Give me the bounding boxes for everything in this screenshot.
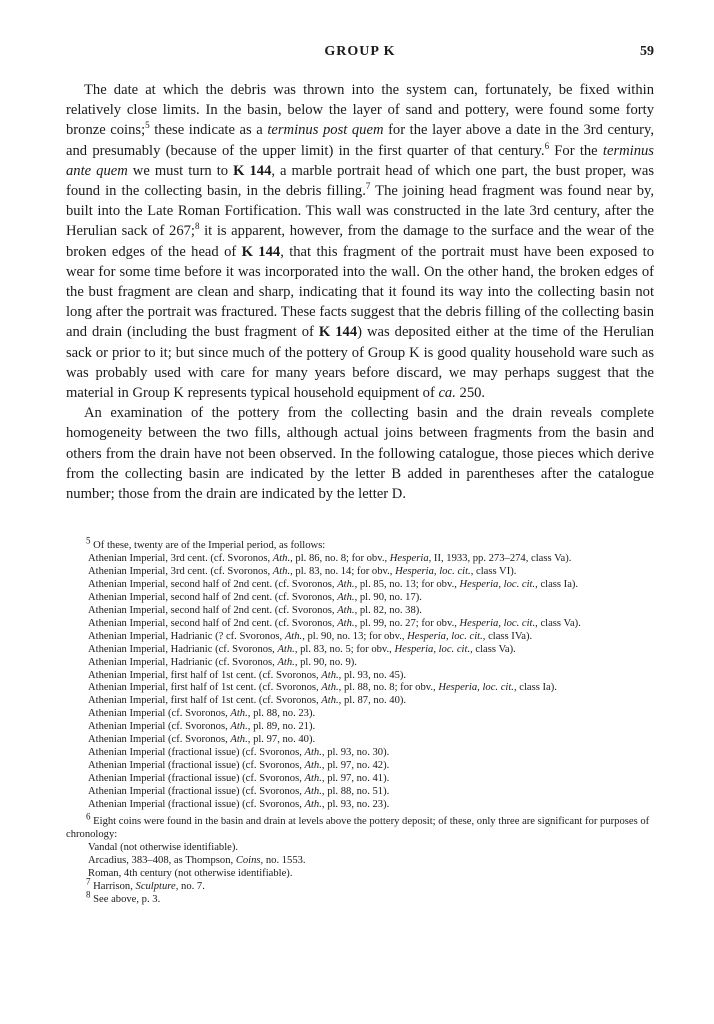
text-run: , that this fragment of the portrait must have been exposed to wear for some time before it was incorporated into the wall. On the other hand, the broken edges of the bust fragment are clean and sharp, indicating that it found its way into the collecting basin not long after the portrait was fractured. These facts suggest that the debris filling of the collecting basin and drain (including the bust fragment of [66, 243, 655, 341]
coin-entry [66, 721, 654, 734]
italic-title: Ath. [284, 630, 303, 642]
text-run: , pl. 88, no. 23). [247, 708, 316, 720]
text-run: Athenian Imperial, 3rd cent. (cf. Svoronos, [88, 565, 273, 577]
coin-entry [66, 605, 654, 618]
text-run: , pl. 88, no. 51). [321, 786, 390, 798]
italic-term: terminus ante quem [66, 142, 654, 179]
italic-title: Hesperia, loc. cit. [395, 565, 471, 577]
italic-title: Ath. [337, 591, 355, 603]
text-run: ) was deposited either at the time of the Herulian sack or prior to it; but since much of the pottery of Group K is good quality household ware such as was probably used with care for many years before discard, we may perhaps suggest that the material in Group K represents typical household equipment of [66, 324, 655, 402]
text-run: , no. 1553. [260, 854, 306, 866]
text-run: Athenian Imperial, Hadrianic (? cf. Svoronos, [88, 630, 285, 642]
text-run: , pl. 90, no. 13; for obv., [302, 630, 408, 642]
coin-entry [66, 695, 654, 708]
text-run: it is apparent, however, from the damage to the surface and the wear of the broken edges of the head of [66, 223, 654, 260]
coin-entry-vandal: Vandal (not otherwise identifiable). [88, 841, 239, 853]
coin-entry [66, 553, 654, 566]
catalogue-ref: K 144 [233, 162, 272, 179]
coin-entry [66, 618, 654, 631]
footnote-text: Eight coins were found in the basin and drain at levels above the pottery deposit; of these, only three are significant for purposes of chronology: [66, 816, 650, 840]
text-run: , pl. 93, no. 45). [338, 669, 407, 681]
text-run: , pl. 97, no. 41). [321, 773, 390, 785]
italic-title: Hesperia, loc. cit. [459, 578, 536, 590]
text-run: , pl. 90, no. 17). [354, 591, 422, 603]
text-run: 250. [455, 385, 486, 402]
text-run: , pl. 90, no. 9). [294, 656, 357, 668]
footnote-6 [66, 811, 654, 842]
text-run: , pl. 89, no. 21). [247, 721, 316, 733]
italic-title: Hesperia, loc. cit. [438, 682, 514, 694]
italic-title: Coins [235, 854, 261, 866]
text-run: Athenian Imperial, 3rd cent. (cf. Svoronos, [88, 552, 273, 564]
footnote-5 [66, 535, 654, 553]
text-run: Athenian Imperial (fractional issue) (cf. Svoronos, [88, 760, 305, 772]
text-run: Athenian Imperial, first half of 1st cent. (cf. Svoronos, [88, 682, 322, 694]
coin-list [66, 553, 654, 812]
text-run: Athenian Imperial (cf. Svoronos, [88, 721, 231, 733]
text-run: , class VI). [470, 565, 517, 577]
text-run: , pl. 97, no. 42). [321, 760, 390, 772]
footnote-text: Of these, twenty are of the Imperial period, as follows: [90, 540, 326, 551]
coin-entry-roman: Roman, 4th century (not otherwise identifiable). [88, 867, 293, 879]
coin-entry [66, 747, 654, 760]
italic-title: Ath. [277, 643, 295, 655]
italic-title: Ath. [321, 695, 339, 707]
text-run: Athenian Imperial (fractional issue) (cf. Svoronos, [88, 747, 305, 759]
italic-term: terminus post quem [267, 122, 384, 139]
italic-title: Ath. [230, 734, 248, 746]
italic-title: Ath. [337, 578, 355, 590]
paragraph-2: An examination of the pottery from the collecting basin and the drain reveals complete homogeneity between the two fills, although actual joins between fragments from the basin and others from the drain have not been observed. In the following catalogue, those pieces which derive from the collecting basin are indicated by the letter B added in parentheses after the catalogue number; those from the drain are indicated by the letter D. [66, 405, 654, 503]
text-run: Athenian Imperial (fractional issue) (cf. Svoronos, [88, 773, 305, 785]
italic-title: Hesperia, loc. cit. [394, 643, 471, 655]
text-run: Athenian Imperial (fractional issue) (cf. Svoronos, [88, 799, 305, 811]
coin-entry [66, 670, 654, 683]
text-run: , class Va). [470, 643, 516, 655]
text-run: For the [549, 142, 603, 159]
text-run: , class Ia). [535, 578, 579, 590]
footnote-ref-7: 7 [365, 181, 371, 192]
text-run: Athenian Imperial, second half of 2nd cent. (cf. Svoronos, [88, 604, 338, 616]
text-run: , II, 1933, pp. 273–274, class Va). [428, 552, 572, 564]
text-run: , pl. 86, no. 8; for obv., [290, 552, 390, 564]
catalogue-ref: K 144 [241, 243, 281, 260]
text-run: Athenian Imperial, second half of 2nd cent. (cf. Svoronos, [88, 617, 338, 629]
footnotes [66, 535, 654, 907]
text-run: , no. 7. [175, 880, 205, 892]
coin-entry [66, 799, 654, 812]
italic-term: ca. [438, 385, 456, 402]
text-run: The date at which the debris was thrown into the system can, fortunately, be fixed within relatively close limits. In the basin, below the layer of sand and pottery, were found some forty bronze coins; [66, 82, 654, 139]
text-run: Athenian Imperial, Hadrianic (cf. Svoronos, [88, 656, 278, 668]
text-run: Athenian Imperial (cf. Svoronos, [88, 708, 231, 720]
coin-entry [66, 566, 654, 579]
footnote-mark: 5 [86, 535, 91, 546]
coin-entry-arcadius [66, 855, 654, 868]
italic-title: Ath. [304, 747, 322, 759]
text-run: Athenian Imperial, first half of 1st cent. (cf. Svoronos, [88, 669, 322, 681]
coin-entry [66, 773, 654, 786]
text-run: we must turn to [127, 162, 234, 179]
footnote-text: See above, p. 3. [90, 893, 161, 905]
italic-title: Ath. [304, 786, 322, 798]
italic-title: Ath. [321, 682, 339, 694]
footnote-ref-8: 8 [194, 221, 200, 232]
coin-entry [66, 631, 654, 644]
footnote-mark: 7 [86, 876, 91, 887]
italic-title: Ath. [230, 708, 248, 720]
italic-title: Ath. [337, 617, 355, 629]
text-run: Harrison, [90, 880, 136, 892]
footnote-mark: 8 [86, 889, 91, 900]
footnote-mark: 6 [86, 811, 91, 822]
coin-entry [66, 657, 654, 670]
italic-title: Ath. [304, 799, 322, 811]
italic-title: Ath. [272, 552, 291, 564]
footnote-8 [66, 889, 654, 907]
italic-title: Ath. [321, 669, 339, 681]
coin-entry [66, 734, 654, 747]
text-run: these indicate as a [149, 122, 268, 139]
text-run: , pl. 85, no. 13; for obv., [354, 578, 460, 590]
text-run: , pl. 83, no. 14; for obv., [290, 565, 396, 577]
text-run: , pl. 93, no. 23). [321, 799, 390, 811]
page-number: 59 [640, 44, 654, 59]
text-run: , class Ia). [513, 682, 557, 694]
coin-entry [66, 644, 654, 657]
coin-entry [66, 786, 654, 799]
text-run: Athenian Imperial, Hadrianic (cf. Svoronos, [88, 643, 278, 655]
footnote-ref-5: 5 [145, 120, 150, 131]
text-run: , class Va). [535, 617, 581, 629]
text-run: Athenian Imperial, second half of 2nd cent. (cf. Svoronos, [88, 591, 338, 603]
body-text [66, 80, 654, 504]
footnote-ref-6: 6 [544, 140, 550, 151]
page-header [66, 44, 654, 66]
text-run: , a marble portrait head of which one part, the bust proper, was found in the collecting basin, in the debris filling. [66, 162, 654, 200]
coin-entry [66, 682, 654, 695]
italic-title: Ath. [337, 604, 355, 616]
text-run: , pl. 82, no. 38). [354, 604, 422, 616]
text-run: for the layer above a date in the 3rd century, and presumably (because of the upper limit) in the first quarter of that century. [66, 122, 654, 159]
text-run: , pl. 93, no. 30). [321, 747, 390, 759]
text-run: Arcadius, 383–408, as Thompson, [88, 854, 236, 866]
text-run: The joining head fragment was found near by, built into the Late Roman Fortification. This wall was constructed in the late 3rd century, after the Herulian sack of 267; [66, 183, 654, 240]
coin-entry [66, 592, 654, 605]
footnote-7 [66, 876, 654, 894]
running-head: GROUP K [324, 44, 396, 59]
italic-title: Ath. [277, 656, 295, 668]
text-run: , pl. 99, no. 27; for obv., [354, 617, 460, 629]
italic-title: Hesperia, loc. cit. [459, 617, 536, 629]
text-run: , class IVa). [482, 630, 533, 642]
text-run: Athenian Imperial, second half of 2nd cent. (cf. Svoronos, [88, 578, 338, 590]
italic-title: Hesperia, loc. cit. [407, 630, 483, 642]
text-run: , pl. 88, no. 8; for obv., [338, 682, 439, 694]
coin-entry [66, 760, 654, 773]
text-run: Athenian Imperial (cf. Svoronos, [88, 734, 231, 746]
italic-title: Hesperia [389, 552, 429, 564]
text-run: , pl. 87, no. 40). [338, 695, 407, 707]
italic-title: Ath. [304, 760, 322, 772]
text-run: , pl. 97, no. 40). [247, 734, 316, 746]
text-run: , pl. 83, no. 5; for obv., [294, 643, 395, 655]
text-run: Athenian Imperial (fractional issue) (cf. Svoronos, [88, 786, 305, 798]
catalogue-ref: K 144 [318, 324, 358, 341]
paragraph-1 [66, 80, 654, 403]
coin-entry [66, 579, 654, 592]
italic-title: Sculpture [135, 880, 176, 892]
italic-title: Ath. [304, 773, 322, 785]
italic-title: Ath. [272, 565, 291, 577]
text-run: Athenian Imperial, first half of 1st cent. (cf. Svoronos, [88, 695, 322, 707]
coin-entry [66, 708, 654, 721]
italic-title: Ath. [230, 721, 248, 733]
